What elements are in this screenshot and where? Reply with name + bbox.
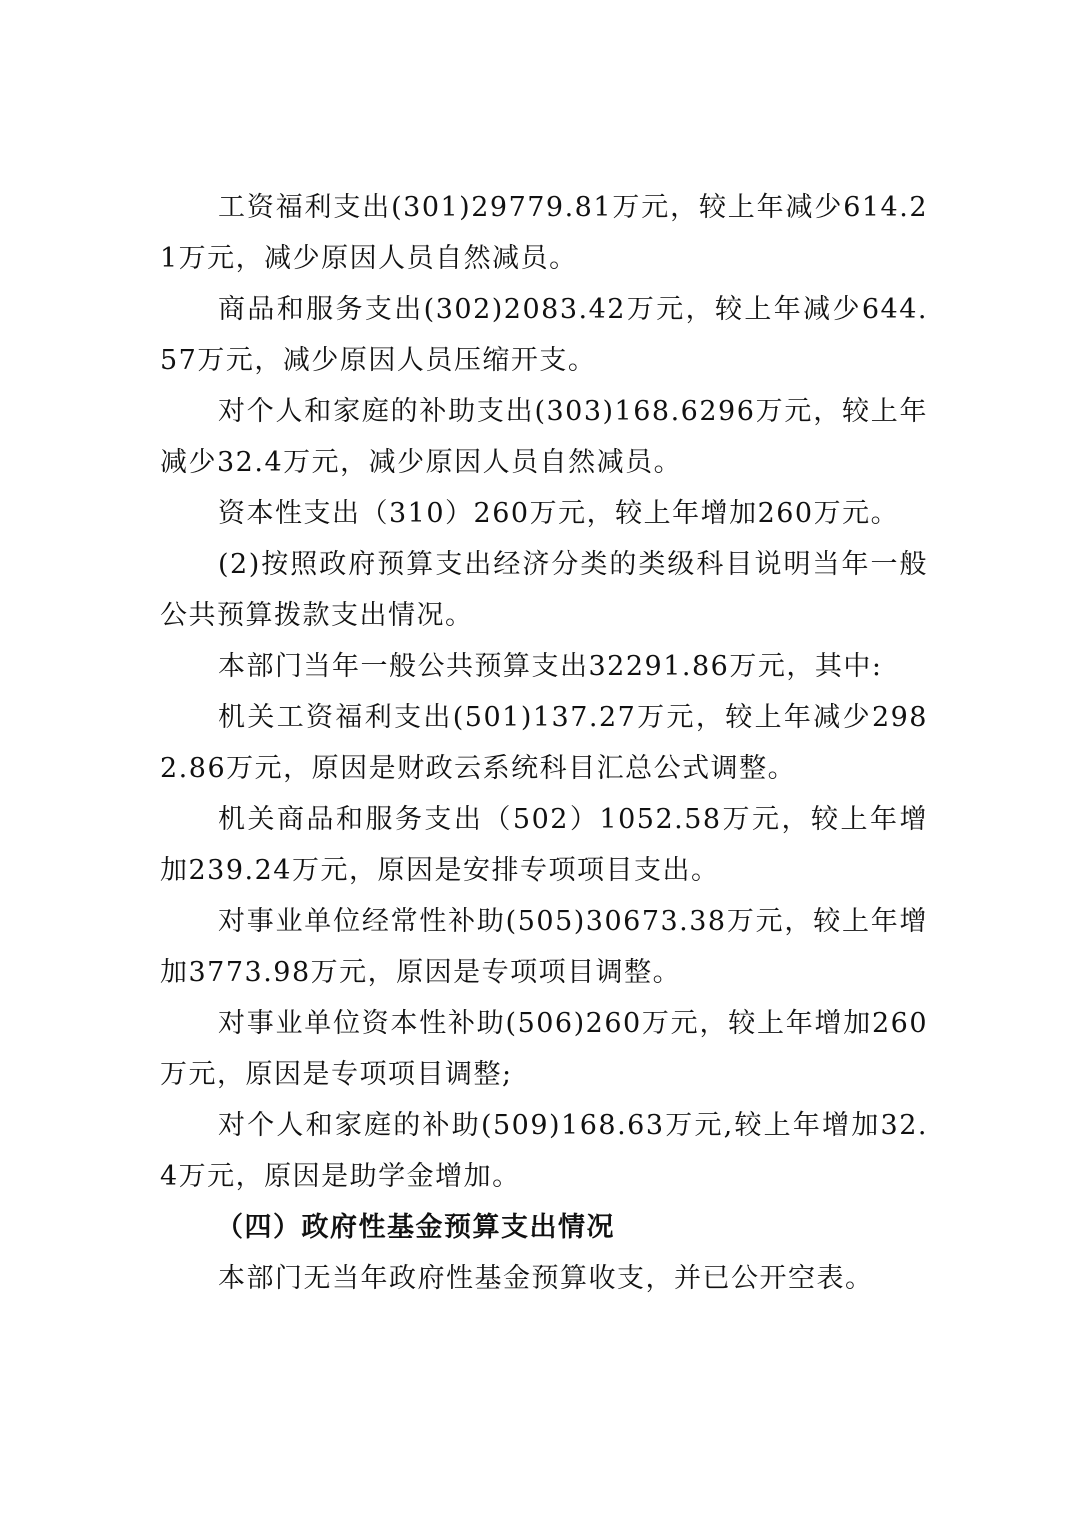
paragraph-agency-wage-501: 机关工资福利支出(501)137.27万元，较上年减少2982.86万元，原因是财政云系统科目汇总公式调整。 bbox=[160, 702, 928, 784]
document-body bbox=[160, 182, 928, 1304]
paragraph-total-expenditure: 本部门当年一般公共预算支出32291.86万元，其中: bbox=[218, 651, 883, 682]
paragraph-household-subsidy-509: 对个人和家庭的补助(509)168.63万元,较上年增加32.4万元，原因是助学金增加。 bbox=[160, 1110, 928, 1192]
paragraph-capital-310: 资本性支出（310）260万元，较上年增加260万元。 bbox=[218, 498, 900, 529]
section-heading: （四）政府性基金预算支出情况 bbox=[216, 1212, 615, 1243]
paragraph-wage-welfare-301: 工资福利支出(301)29779.81万元，较上年减少614.21万元，减少原因人员自然减员。 bbox=[160, 192, 928, 274]
paragraph-institution-capital-506: 对事业单位资本性补助(506)260万元，较上年增加260万元，原因是专项项目调整; bbox=[160, 1008, 928, 1090]
paragraph-household-subsidy-303: 对个人和家庭的补助支出(303)168.6296万元，较上年减少32.4万元，减少原因人员自然减员。 bbox=[160, 396, 928, 478]
paragraph-closing: 本部门无当年政府性基金预算收支，并已公开空表。 bbox=[218, 1263, 874, 1294]
paragraph-goods-services-302: 商品和服务支出(302)2083.42万元，较上年减少644.57万元，减少原因人员压缩开支。 bbox=[160, 294, 928, 376]
paragraph-classification-intro: (2)按照政府预算支出经济分类的类级科目说明当年一般公共预算拨款支出情况。 bbox=[160, 549, 928, 631]
paragraph-agency-goods-502: 机关商品和服务支出（502）1052.58万元，较上年增加239.24万元，原因是安排专项项目支出。 bbox=[160, 804, 928, 886]
paragraph-institution-regular-505: 对事业单位经常性补助(505)30673.38万元，较上年增加3773.98万元，原因是专项项目调整。 bbox=[160, 906, 928, 988]
